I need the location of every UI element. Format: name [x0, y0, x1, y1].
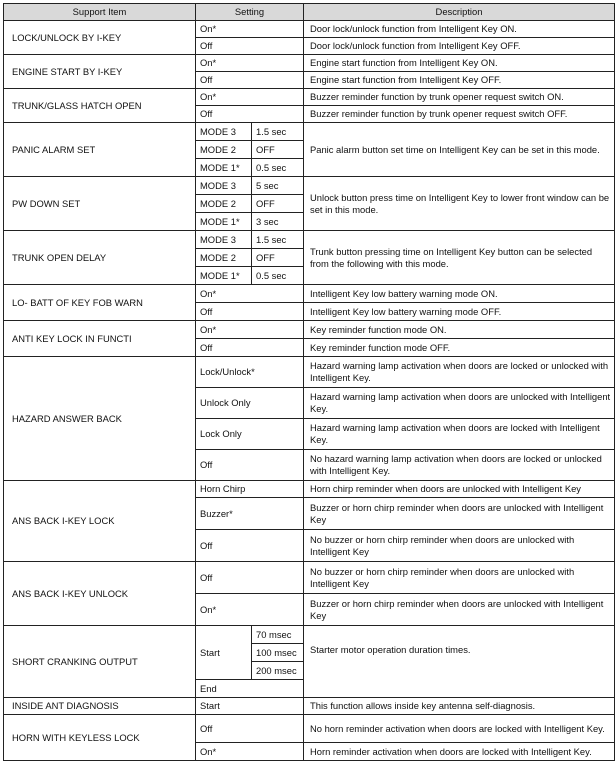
setting-description: No buzzer or horn chirp reminder when doors are unlocked with Intelligent Key [304, 530, 615, 562]
support-item-name: HAZARD ANSWER BACK [4, 357, 196, 481]
setting-description: Key reminder function mode OFF. [304, 339, 615, 357]
header-description: Description [304, 4, 615, 21]
mode-label: MODE 3 [196, 231, 252, 249]
setting-description: Key reminder function mode ON. [304, 321, 615, 339]
support-item-name: TRUNK/GLASS HATCH OPEN [4, 89, 196, 123]
setting-value: On* [196, 285, 304, 303]
mode-label: MODE 1* [196, 159, 252, 177]
table-row [4, 715, 615, 743]
mode-value: 5 sec [252, 177, 304, 195]
setting-description: No hazard warning lamp activation when doors are locked or unlocked with Intelligent Key. [304, 450, 615, 481]
mode-value: 0.5 sec [252, 267, 304, 285]
table-row [4, 481, 615, 498]
table-row [4, 357, 615, 388]
table-row [4, 55, 615, 72]
support-item-name: ANTI KEY LOCK IN FUNCTI [4, 321, 196, 357]
setting-description: Intelligent Key low battery warning mode OFF. [304, 303, 615, 321]
table-body [4, 21, 615, 761]
setting-description: Buzzer or horn chirp reminder when doors are unlocked with Intelligent Key [304, 498, 615, 530]
support-item-name: ENGINE START BY I-KEY [4, 55, 196, 89]
support-item-name: HORN WITH KEYLESS LOCK [4, 715, 196, 761]
setting-description: Door lock/unlock function from Intelligent Key OFF. [304, 38, 615, 55]
header-setting: Setting [196, 4, 304, 21]
setting-value: Unlock Only [196, 388, 304, 419]
setting-description: Horn chirp reminder when doors are unlocked with Intelligent Key [304, 481, 615, 498]
setting-value: Off [196, 715, 304, 743]
setting-description: No buzzer or horn chirp reminder when doors are unlocked with Intelligent Key [304, 562, 615, 594]
setting-value: Off [196, 562, 304, 594]
support-item-name: LOCK/UNLOCK BY I-KEY [4, 21, 196, 55]
support-item-name: ANS BACK I-KEY LOCK [4, 481, 196, 562]
setting-value: Off [196, 72, 304, 89]
table-row [4, 231, 615, 249]
support-item-name: ANS BACK I-KEY UNLOCK [4, 562, 196, 626]
mode-value: 1.5 sec [252, 123, 304, 141]
setting-description: Buzzer reminder function by trunk opener request switch OFF. [304, 106, 615, 123]
table-row [4, 626, 615, 644]
setting-description: Engine start function from Intelligent Key OFF. [304, 72, 615, 89]
table-row [4, 698, 615, 715]
mode-value: OFF [252, 249, 304, 267]
setting-value: Off [196, 38, 304, 55]
setting-description: Engine start function from Intelligent Key ON. [304, 55, 615, 72]
table-header-row [4, 4, 615, 21]
setting-description: Buzzer or horn chirp reminder when doors are unlocked with Intelligent Key [304, 594, 615, 626]
mode-label: MODE 3 [196, 123, 252, 141]
setting-description: Unlock button press time on Intelligent Key to lower front window can be set in this mode. [304, 177, 615, 231]
support-item-name: PANIC ALARM SET [4, 123, 196, 177]
support-item-name: TRUNK OPEN DELAY [4, 231, 196, 285]
setting-description: Door lock/unlock function from Intelligent Key ON. [304, 21, 615, 38]
duration-value: 100 msec [252, 644, 304, 662]
table-row [4, 123, 615, 141]
duration-value: 70 msec [252, 626, 304, 644]
setting-description: Trunk button pressing time on Intelligent Key button can be selected from the following with this mode. [304, 231, 615, 285]
setting-description: Hazard warning lamp activation when doors are unlocked with Intelligent Key. [304, 388, 615, 419]
setting-value: On* [196, 321, 304, 339]
setting-value: Lock/Unlock* [196, 357, 304, 388]
mode-label: MODE 1* [196, 213, 252, 231]
table-row [4, 321, 615, 339]
mode-label: MODE 2 [196, 195, 252, 213]
table-row [4, 285, 615, 303]
setting-value: On* [196, 594, 304, 626]
setting-description: Panic alarm button set time on Intelligent Key can be set in this mode. [304, 123, 615, 177]
setting-value: Off [196, 303, 304, 321]
mode-label: MODE 2 [196, 141, 252, 159]
setting-value: Off [196, 530, 304, 562]
table-row [4, 89, 615, 106]
setting-value: On* [196, 21, 304, 38]
table-row [4, 562, 615, 594]
table-row [4, 21, 615, 38]
setting-description: Buzzer reminder function by trunk opener request switch ON. [304, 89, 615, 106]
setting-description: Horn reminder activation when doors are locked with Intelligent Key. [304, 743, 615, 761]
mode-value: 1.5 sec [252, 231, 304, 249]
setting-value: On* [196, 55, 304, 72]
setting-description: Hazard warning lamp activation when doors are locked with Intelligent Key. [304, 419, 615, 450]
support-item-name: PW DOWN SET [4, 177, 196, 231]
mode-label: MODE 1* [196, 267, 252, 285]
setting-value: End [196, 680, 304, 698]
setting-value: On* [196, 89, 304, 106]
setting-value: Lock Only [196, 419, 304, 450]
setting-value: Buzzer* [196, 498, 304, 530]
mode-label: MODE 3 [196, 177, 252, 195]
setting-value: Off [196, 106, 304, 123]
support-item-name: LO- BATT OF KEY FOB WARN [4, 285, 196, 321]
setting-description: This function allows inside key antenna self-diagnosis. [304, 698, 615, 715]
setting-value: Start [196, 626, 252, 680]
header-support-item: Support Item [4, 4, 196, 21]
support-item-table [3, 3, 615, 761]
duration-value: 200 msec [252, 662, 304, 680]
mode-value: OFF [252, 195, 304, 213]
setting-value: Start [196, 698, 304, 715]
support-item-name: INSIDE ANT DIAGNOSIS [4, 698, 196, 715]
mode-value: 0.5 sec [252, 159, 304, 177]
mode-value: 3 sec [252, 213, 304, 231]
setting-value: On* [196, 743, 304, 761]
setting-description: Hazard warning lamp activation when doors are locked or unlocked with Intelligent Key. [304, 357, 615, 388]
table-row [4, 177, 615, 195]
setting-description: No horn reminder activation when doors are locked with Intelligent Key. [304, 715, 615, 743]
setting-description: Intelligent Key low battery warning mode ON. [304, 285, 615, 303]
setting-value: Off [196, 450, 304, 481]
setting-value: Horn Chirp [196, 481, 304, 498]
support-item-name: SHORT CRANKING OUTPUT [4, 626, 196, 698]
mode-value: OFF [252, 141, 304, 159]
setting-description: Starter motor operation duration times. [304, 626, 615, 698]
mode-label: MODE 2 [196, 249, 252, 267]
setting-value: Off [196, 339, 304, 357]
